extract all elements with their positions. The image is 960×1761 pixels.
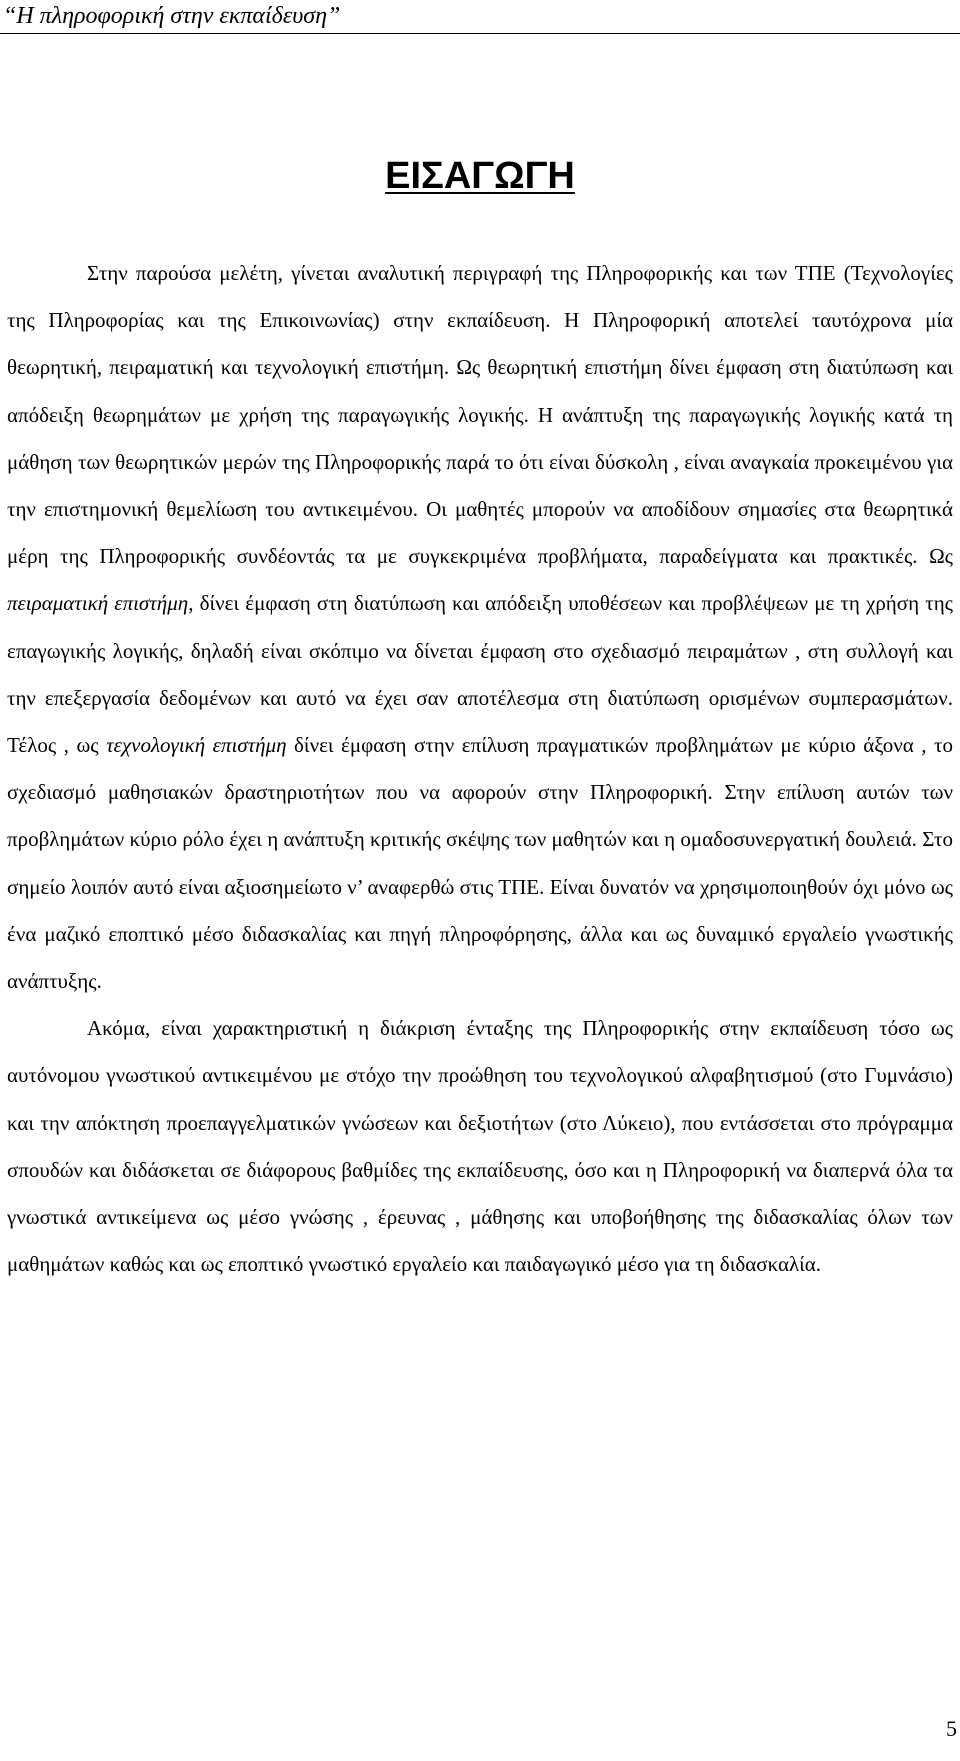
paragraph-1-run-4-italic: τεχνολογική επιστήμη xyxy=(106,733,287,758)
chapter-title xyxy=(0,154,960,198)
paragraph-2 xyxy=(7,1005,953,1288)
header-rule xyxy=(0,33,960,34)
chapter-title-text: ΕΙΣΑΓΩΓΗ xyxy=(385,155,575,197)
running-header: “Η πληροφορική στην εκπαίδευση” xyxy=(3,3,341,29)
paragraph-1-run-2-italic: πειραματική επιστήμη xyxy=(7,591,189,616)
body-text xyxy=(7,250,953,1288)
paragraph-1 xyxy=(7,250,953,1005)
page-number: 5 xyxy=(946,1716,957,1741)
paragraph-1-run-3: , δίνει έμφαση στη διατύπωση και απόδειξη υποθέσεων και προβλέψεων με τη χρήση της επαγωγικής λογικής, δηλαδή είναι σκόπιμο να δίνεται έμφαση στο σχεδιασμό πειραμάτων , στη συλλογή και την επεξεργασία δεδομένων και αυτό να έχει σαν αποτέλεσμα στη διατύπωση ορισμένων συμπερασμάτων. Τέλος , ως xyxy=(7,591,953,758)
paragraph-1-run-5: δίνει έμφαση στην επίλυση πραγματικών προβλημάτων με κύριο άξονα , το σχεδιασμό μαθησιακών δραστηριοτήτων που να αφορούν στην Πληροφορική. Στην επίλυση αυτών των προβλημάτων κύριο ρόλο έχει η ανάπτυξη κριτικής σκέψης των μαθητών και η ομαδοσυνεργατική δουλειά. Στο σημείο λοιπόν αυτό είναι αξιοσημείωτο ν’ αναφερθώ στις ΤΠΕ. Είναι δυνατόν να χρησιμοποιηθούν όχι μόνο ως ένα μαζικό εποπτικό μέσο διδασκαλίας και πηγή πληροφόρησης, άλλα και ως δυναμικό εργαλείο γνωστικής ανάπτυξης. xyxy=(7,733,953,994)
paragraph-2-run-1: Ακόμα, είναι χαρακτηριστική η διάκριση ένταξης της Πληροφορικής στην εκπαίδευση τόσο ως αυτόνομου γνωστικού αντικειμένου με στόχο την προώθηση του τεχνολογικού αλφαβητισμού (στο Γυμνάσιο) και την απόκτηση προεπαγγελματικών γνώσεων και δεξιοτήτων (στο Λύκειο), που εντάσσεται στο πρόγραμμα σπουδών και διδάσκεται σε διάφορους βαθμίδες της εκπαίδευσης, όσο και η Πληροφορική να διαπερνά όλα τα γνωστικά αντικείμενα ως μέσο γνώσης , έρευνας , μάθησης και υποβοήθησης της διδασκαλίας όλων των μαθημάτων καθώς και ως εποπτικό γνωστικό εργαλείο και παιδαγωγικό μέσο για τη διδασκαλία. xyxy=(7,1016,953,1277)
paragraph-1-run-1: Στην παρούσα μελέτη, γίνεται αναλυτική περιγραφή της Πληροφορικής και των ΤΠΕ (Τεχνολογίες της Πληροφορίας και της Επικοινωνίας) στην εκπαίδευση. Η Πληροφορική αποτελεί ταυτόχρονα μία θεωρητική, πειραματική και τεχνολογική επιστήμη. Ως θεωρητική επιστήμη δίνει έμφαση στη διατύπωση και απόδειξη θεωρημάτων με χρήση της παραγωγικής λογικής. Η ανάπτυξη της παραγωγικής λογικής κατά τη μάθηση των θεωρητικών μερών της Πληροφορικής παρά το ότι είναι δύσκολη , είναι αναγκαία προκειμένου για την επιστημονική θεμελίωση του αντικειμένου. Οι μαθητές μπορούν να αποδίδουν σημασίες στα θεωρητικά μέρη της Πληροφορικής συνδέοντάς τα με συγκεκριμένα προβλήματα, παραδείγματα και πρακτικές. Ως xyxy=(7,261,953,569)
